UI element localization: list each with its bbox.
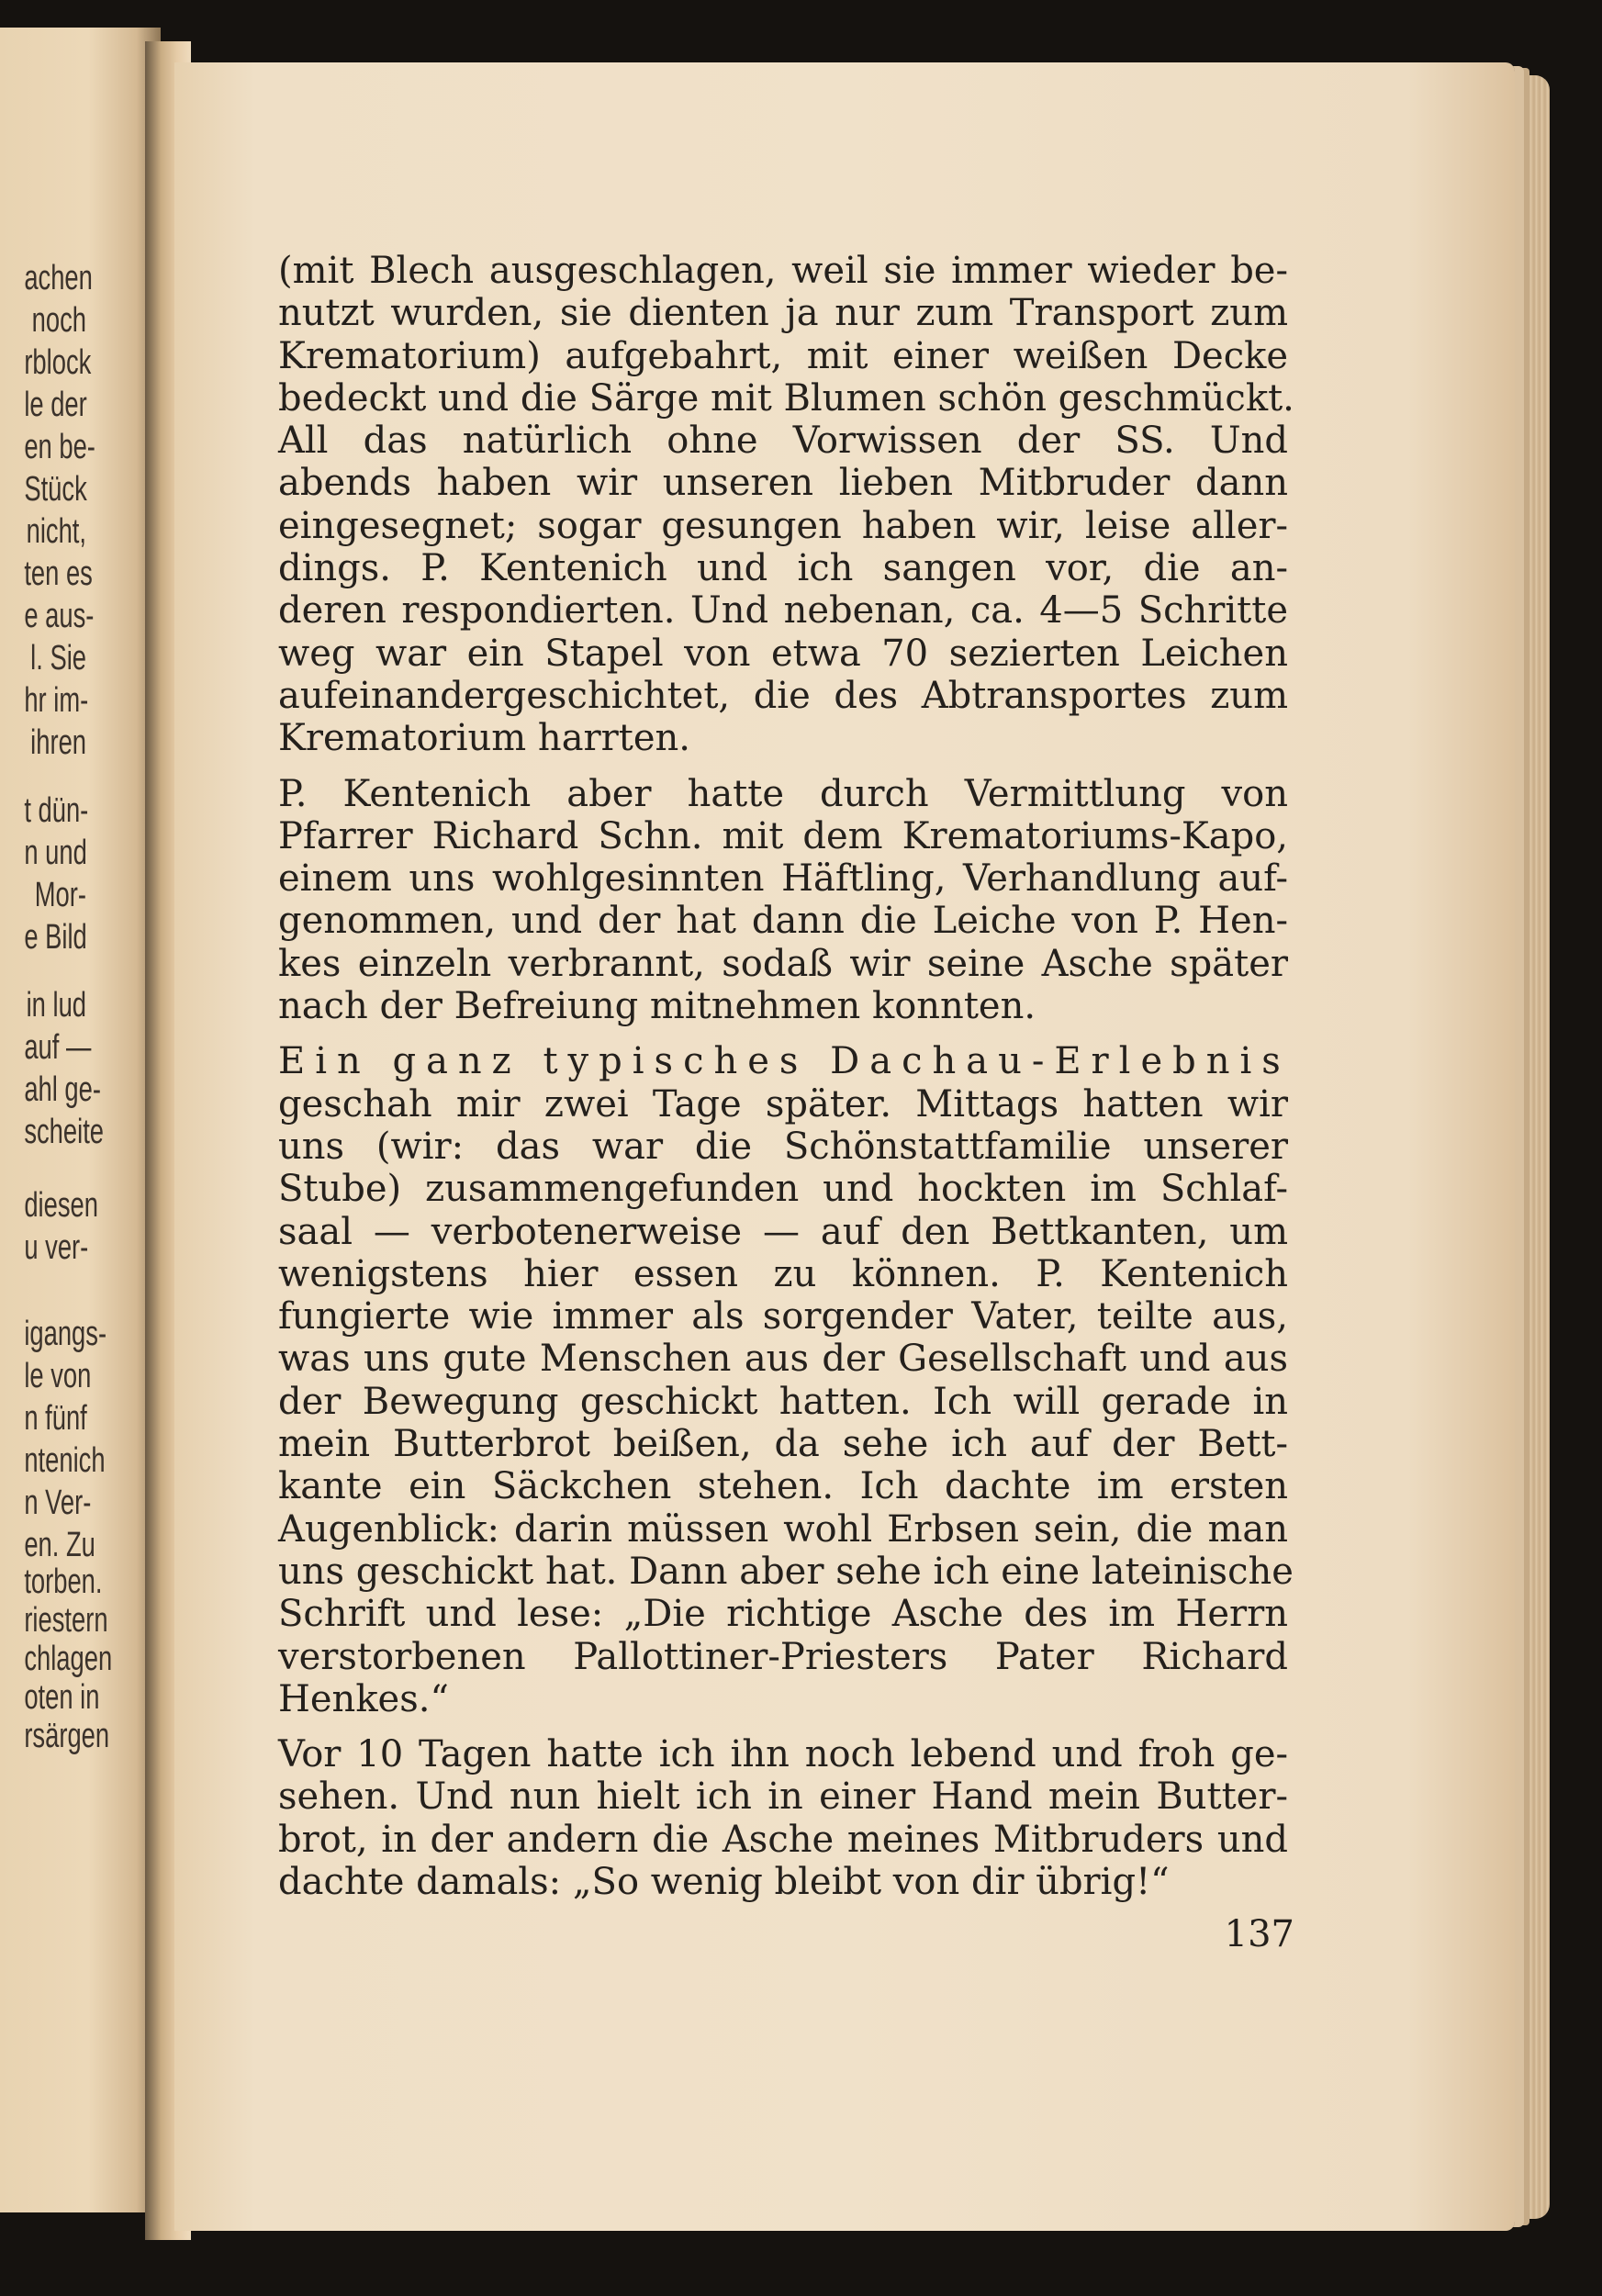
text-line: genommen, und der hat dann die Leiche von P. Hen- — [278, 900, 1288, 943]
previous-page-fragment: en be- — [24, 428, 95, 466]
text-line: Krematorium harrten. — [278, 717, 691, 760]
page-body-text — [278, 250, 1294, 1903]
previous-page-fragment: le von — [24, 1357, 92, 1395]
previous-page-fragment: ten es — [24, 554, 93, 593]
previous-page-fragment: l. Sie — [30, 639, 86, 678]
paragraph — [278, 1733, 1288, 1903]
page-stack-edge — [1515, 75, 1550, 2219]
spaced-emphasis-line: Ein ganz typisches Dachau-Erlebnis — [278, 1040, 1291, 1083]
previous-page-fragment: le der — [24, 386, 87, 424]
text-line: bedeckt und die Särge mit Blumen schön geschmückt. — [278, 376, 1294, 420]
previous-page-fragment: Stück — [24, 470, 87, 509]
previous-page-fragment: en. Zu — [24, 1526, 95, 1564]
previous-page-fragment: n Ver- — [24, 1484, 92, 1522]
previous-page-fragment: auf — — [24, 1028, 92, 1067]
text-line: brot, in der andern die Asche meines Mitbruders und — [278, 1818, 1288, 1861]
previous-page-fragment: ntenich — [24, 1441, 106, 1480]
paragraph — [278, 1040, 1294, 1720]
previous-page-fragment: achen — [24, 259, 93, 297]
text-line: uns (wir: das war die Schönstattfamilie unserer — [278, 1125, 1288, 1168]
text-line: Henkes.“ — [278, 1677, 449, 1720]
text-line: mein Butterbrot beißen, da sehe ich auf der Bett- — [278, 1423, 1288, 1466]
text-line: Augenblick: darin müssen wohl Erbsen sein, die man — [278, 1507, 1288, 1551]
previous-page-fragment: igangs- — [24, 1315, 107, 1353]
previous-page-fragment: n fünf — [24, 1399, 87, 1438]
text-line: nutzt wurden, sie dienten ja nur zum Transport zum — [278, 292, 1288, 335]
text-line: der Bewegung geschickt hatten. Ich will gerade in — [278, 1380, 1288, 1423]
text-line: kante ein Säckchen stehen. Ich dachte im ersten — [278, 1465, 1288, 1508]
previous-page-fragment: ahl ge- — [24, 1070, 101, 1109]
text-line: (mit Blech ausgeschlagen, weil sie immer wieder be- — [278, 250, 1288, 292]
previous-page-fragment: ihren — [30, 723, 86, 762]
text-line: wenigstens hier essen zu können. P. Kentenich — [278, 1252, 1288, 1295]
text-line: was uns gute Menschen aus der Gesellschaft und aus — [278, 1338, 1288, 1381]
text-line: P. Kentenich aber hatte durch Vermittlung von — [278, 772, 1288, 815]
previous-page-fragment: torben. — [24, 1562, 103, 1601]
text-line: abends haben wir unseren lieben Mitbruder dann — [278, 462, 1288, 505]
text-line: All das natürlich ohne Vorwissen der SS. Und — [278, 420, 1288, 463]
previous-page-fragment: nicht, — [26, 512, 86, 551]
text-line: Schrift und lese: „Die richtige Asche des im Herrn — [278, 1593, 1288, 1636]
previous-page-fragment: in lud — [26, 986, 86, 1025]
previous-page-fragment: oten in — [24, 1678, 100, 1717]
paragraph — [278, 773, 1288, 1028]
previous-page-fragment: u ver- — [24, 1228, 89, 1267]
text-line: fungierte wie immer als sorgender Vater, teilte aus, — [278, 1295, 1288, 1338]
previous-page-fragment: chlagen — [24, 1640, 113, 1678]
page-number: 137 — [1224, 1913, 1294, 1955]
text-line: verstorbenen Pallottiner-Priesters Pater Richard — [278, 1635, 1288, 1678]
text-line: einem uns wohlgesinnten Häftling, Verhandlung auf- — [278, 857, 1288, 901]
text-line: dings. P. Kentenich und ich sangen vor, die an- — [278, 547, 1288, 590]
text-line: saal — verbotenerweise — auf den Bettkanten, um — [278, 1210, 1288, 1253]
previous-page-fragment: rblock — [24, 343, 92, 382]
previous-page-fragment: n und — [24, 834, 87, 872]
text-line: weg war ein Stapel von etwa 70 sezierten Leichen — [278, 632, 1288, 675]
previous-page-fragment: scheite — [24, 1113, 105, 1151]
text-line: Krematorium) aufgebahrt, mit einer weißen Decke — [278, 334, 1288, 377]
previous-page-fragment: t dün- — [24, 791, 89, 830]
paragraph — [278, 250, 1294, 760]
previous-page-fragment: hr im- — [24, 681, 89, 720]
previous-page-fragment: noch — [31, 301, 86, 340]
previous-page-fragment: rsärgen — [24, 1717, 110, 1755]
text-line: uns geschickt hat. Dann aber sehe ich eine lateinische — [278, 1550, 1294, 1593]
previous-page-fragment: e Bild — [24, 918, 87, 957]
previous-page-fragment: Mor- — [34, 876, 86, 914]
text-line: deren respondierten. Und nebenan, ca. 4—5 Schritte — [278, 589, 1288, 633]
text-line: geschah mir zwei Tage später. Mittags hatten wir — [278, 1082, 1288, 1126]
previous-page-fragment: e aus- — [24, 597, 95, 635]
text-line: dachte damals: „So wenig bleibt von dir übrig!“ — [278, 1860, 1170, 1903]
previous-page-fragment: riestern — [24, 1601, 108, 1640]
text-line: Stube) zusammengefunden und hockten im Schlaf- — [278, 1168, 1288, 1211]
previous-page-edge — [0, 28, 161, 2212]
text-line: nach der Befreiung mitnehmen konnten. — [278, 985, 1036, 1028]
text-line: sehen. Und nun hielt ich in einer Hand mein Butter- — [278, 1775, 1288, 1819]
text-line: eingesegnet; sogar gesungen haben wir, leise aller- — [278, 504, 1288, 547]
text-line: aufeinandergeschichtet, die des Abtransportes zum — [278, 674, 1288, 717]
previous-page-fragment: diesen — [24, 1186, 98, 1225]
text-line: Pfarrer Richard Schn. mit dem Krematoriums-Kapo, — [278, 814, 1288, 857]
text-line: kes einzeln verbrannt, sodaß wir seine Asche später — [278, 942, 1288, 985]
text-line: Vor 10 Tagen hatte ich ihn noch lebend und froh ge- — [278, 1733, 1288, 1776]
